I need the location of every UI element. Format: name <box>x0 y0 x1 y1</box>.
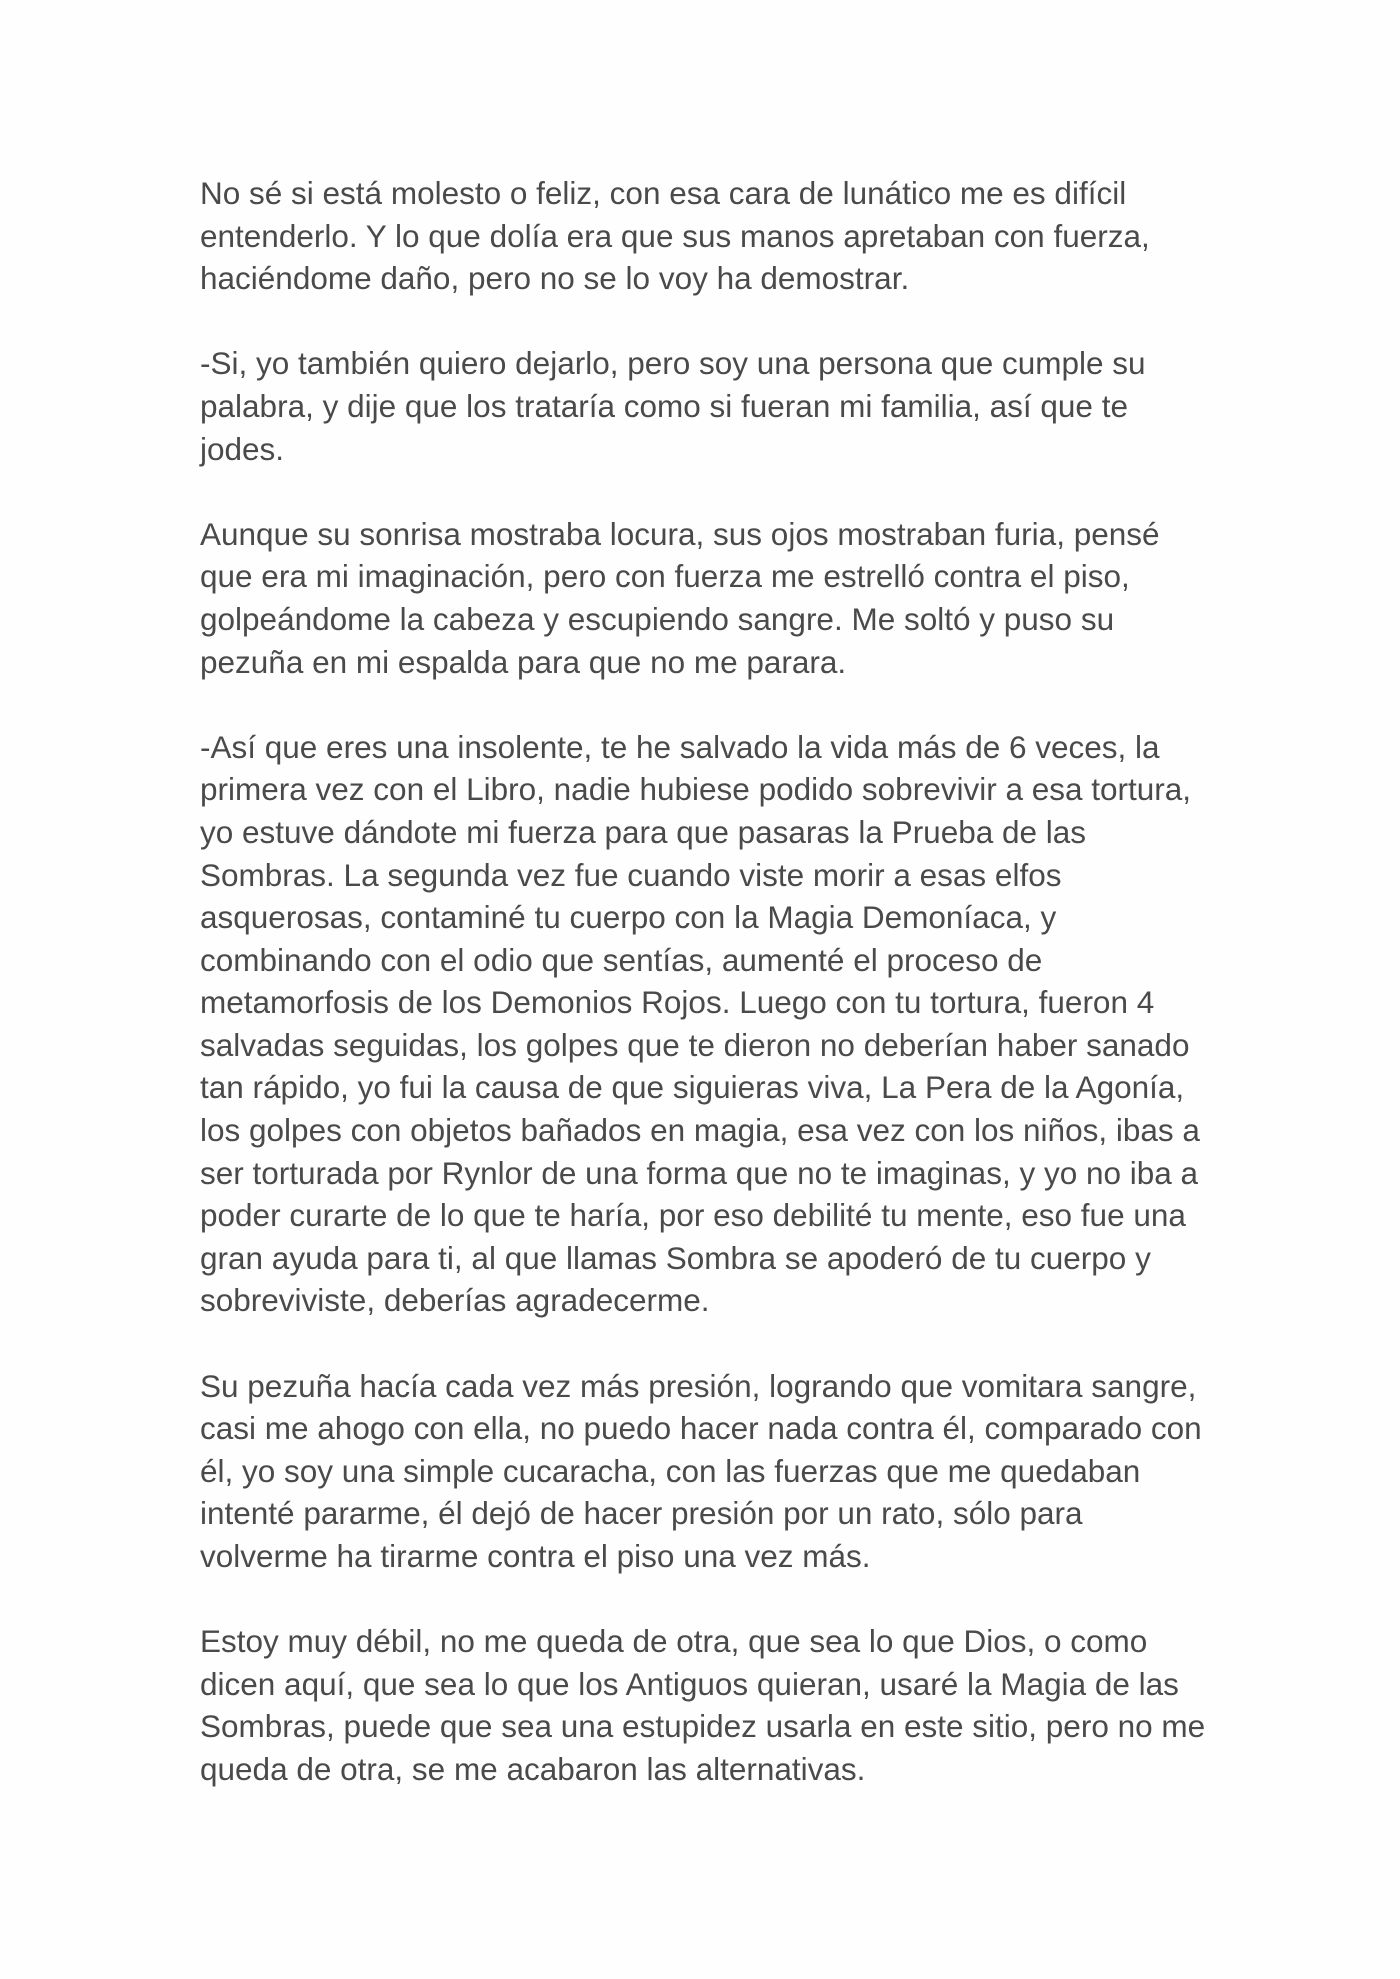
paragraph-3: Aunque su sonrisa mostraba locura, sus ojos mostraban furia, pensé que era mi imaginación, pero con fuerza me estrelló contra el piso, golpeándome la cabeza y escupiendo sangre. Me soltó y puso su pezuña en mi espalda para que no me parara. <box>200 515 1160 680</box>
paragraph-2: -Si, yo también quiero dejarlo, pero soy una persona que cumple su palabra, y dije que los trataría como si fueran mi familia, así que te jodes. <box>200 345 1146 467</box>
paragraph-5: Su pezuña hacía cada vez más presión, logrando que vomitara sangre, casi me ahogo con ella, no puedo hacer nada contra él, comparado con él, yo soy una simple cucaracha, con las fuerzas que me quedaban intenté pararme, él dejó de hacer presión por un rato, sólo para volverme ha tirarme contra el piso una vez más. <box>200 1367 1202 1574</box>
document-body <box>200 172 1210 1791</box>
paragraph-1: No sé si está molesto o feliz, con esa cara de lunático me es difícil entenderlo. Y lo que dolía era que sus manos apretaban con fuerza, haciéndome daño, pero no se lo voy ha demostrar. <box>200 175 1150 297</box>
paragraph-6: Estoy muy débil, no me queda de otra, que sea lo que Dios, o como dicen aquí, que sea lo que los Antiguos quieran, usaré la Magia de las Sombras, puede que sea una estupidez usarla en este sitio, pero no me queda de otra, se me acabaron las alternativas. <box>200 1623 1206 1787</box>
paragraph-4: -Así que eres una insolente, te he salvado la vida más de 6 veces, la primera vez con el Libro, nadie hubiese podido sobrevivir a esa tortura, yo estuve dándote mi fuerza para que pasaras la Prueba de las Sombras. La segunda vez fue cuando viste morir a esas elfos asquerosas, contaminé tu cuerpo con la Magia Demoníaca, y combinando con el odio que sentías, aumenté el proceso de metamorfosis de los Demonios Rojos. Luego con tu tortura, fueron 4 salvadas seguidas, los golpes que te dieron no deberían haber sanado tan rápido, yo fui la causa de que siguieras viva, La Pera de la Agonía, los golpes con objetos bañados en magia, esa vez con los niños, ibas a ser torturada por Rynlor de una forma que no te imaginas, y yo no iba a poder curarte de lo que te haría, por eso debilité tu mente, eso fue una gran ayuda para ti, al que llamas Sombra se apoderó de tu cuerpo y sobreviviste, deberías agradecerme. <box>200 728 1200 1319</box>
